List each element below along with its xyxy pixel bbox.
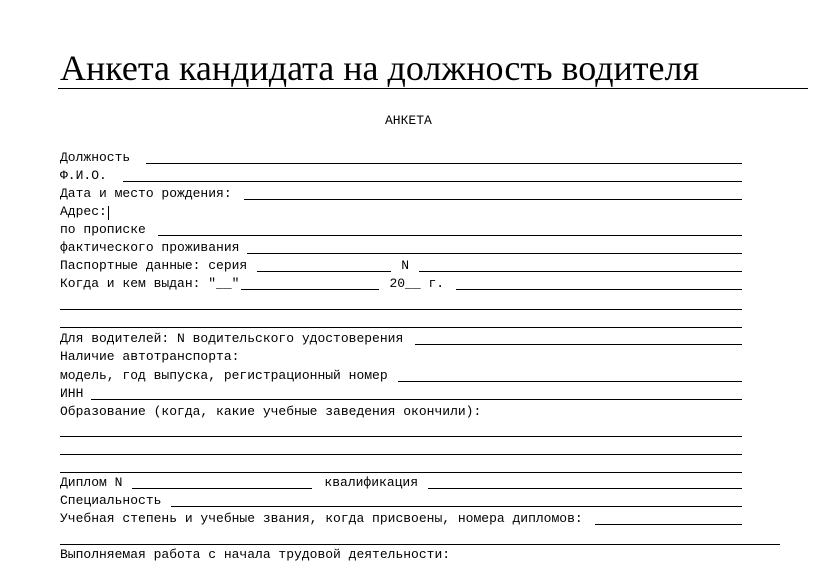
specialty-row	[60, 491, 742, 509]
education-line-2[interactable]	[60, 454, 742, 455]
model-line[interactable]	[398, 381, 742, 382]
registration-row	[60, 220, 742, 238]
position-label: Должность	[60, 150, 131, 165]
specialty-label: Специальность	[60, 493, 162, 508]
diploma-row	[60, 473, 742, 491]
model-row	[60, 366, 742, 384]
actual-address-row	[60, 238, 742, 256]
passport-series-line[interactable]	[257, 271, 391, 272]
degree-row	[60, 509, 742, 527]
degree-line[interactable]	[595, 524, 742, 525]
vehicle-label: Наличие автотранспорта:	[60, 349, 240, 364]
registration-line[interactable]	[158, 235, 742, 236]
inn-row	[60, 384, 742, 402]
title-underline	[58, 88, 808, 89]
issued-by-line[interactable]	[456, 289, 742, 290]
issued-year-label: 20__ г.	[389, 276, 445, 291]
specialty-line[interactable]	[171, 506, 742, 507]
position-line[interactable]	[146, 163, 742, 164]
license-line[interactable]	[415, 344, 742, 345]
passport-number-line[interactable]	[419, 271, 742, 272]
fio-row	[60, 166, 742, 184]
degree-label: Учебная степень и учебные звания, когда присвоены, номера дипломов:	[60, 511, 583, 526]
vehicle-row	[60, 347, 742, 365]
work-label: Выполняемая работа с начала трудовой деятельности:	[60, 547, 451, 562]
education-label: Образование (когда, какие учебные заведения окончили):	[60, 404, 482, 419]
issued-label: Когда и кем выдан: "__"	[60, 276, 240, 291]
actual-address-label: фактического проживания	[60, 240, 240, 255]
work-row	[60, 545, 742, 563]
education-row	[60, 402, 742, 420]
actual-address-line[interactable]	[247, 253, 742, 254]
blank-line-1[interactable]	[60, 309, 742, 310]
passport-row	[60, 256, 742, 274]
diploma-label: Диплом N	[60, 475, 123, 490]
diploma-number-line[interactable]	[132, 488, 312, 489]
birth-line[interactable]	[244, 199, 742, 200]
text-cursor	[108, 206, 109, 220]
inn-line[interactable]	[91, 399, 742, 400]
fio-label: Ф.И.О.	[60, 168, 107, 183]
license-label: Для водителей: N водительского удостоверения	[60, 331, 404, 346]
address-row	[60, 202, 742, 220]
birth-row	[60, 184, 742, 202]
birth-label: Дата и место рождения:	[60, 186, 232, 201]
position-row	[60, 148, 742, 166]
education-line-1[interactable]	[60, 436, 742, 437]
registration-label: по прописке	[60, 222, 146, 237]
issued-row	[60, 274, 742, 292]
qualification-label: квалификация	[324, 475, 419, 490]
inn-label: ИНН	[60, 386, 84, 401]
passport-label: Паспортные данные: серия	[60, 258, 248, 273]
blank-line-2[interactable]	[60, 327, 742, 328]
passport-number-label: N	[401, 258, 410, 273]
document-title: Анкета кандидата на должность водителя	[60, 48, 700, 88]
address-label: Адрес:	[60, 204, 107, 219]
form-heading: АНКЕТА	[385, 113, 432, 128]
fio-line[interactable]	[123, 181, 742, 182]
qualification-line[interactable]	[428, 488, 742, 489]
model-label: модель, год выпуска, регистрационный номер	[60, 368, 388, 383]
issued-date-line[interactable]	[241, 289, 379, 290]
license-row	[60, 329, 742, 347]
